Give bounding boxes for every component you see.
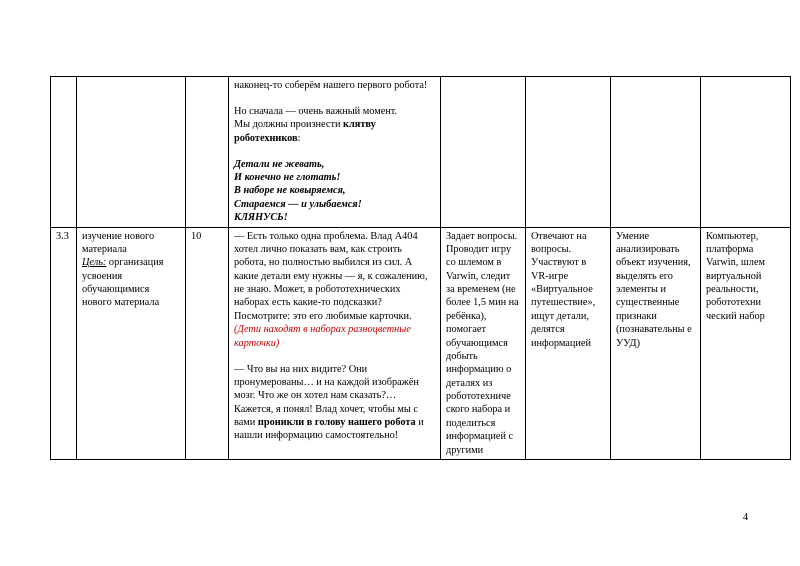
page-number: 4 — [742, 512, 748, 523]
oath-line-1: Детали не жевать, — [234, 158, 325, 170]
oath-intro-line-2-post: : — [297, 132, 301, 144]
oath-intro-bold: клятву роботехников — [234, 119, 376, 144]
paragraph-spacer — [234, 350, 436, 363]
stage-title: изучение нового материала — [82, 230, 155, 255]
cell-content — [229, 77, 441, 228]
oath-line-4: Стараемся — и улыбаемся! — [234, 198, 362, 210]
content-stage-direction: (Дети находят в наборах разноцветные карточки) — [234, 324, 411, 349]
oath-intro-line-1: Но сначала — очень важный момент. — [234, 105, 398, 117]
table-row — [51, 77, 791, 228]
cell-row-number: 3.3 — [51, 227, 77, 459]
oath-text — [234, 158, 436, 225]
cell-content — [229, 227, 441, 459]
cell-equipment — [701, 77, 791, 228]
content-paragraph-1: — Есть только одна проблема. Влад А404 хотел лично показать вам, как строить робота, но полностью выбился из сил. А какие детали ему нужны — я, к сожалению, не знаю. Может, в робототехнических наборах есть какие-то подсказки? Посмотрите: это его любимые карточки. — [234, 230, 428, 322]
cell-row-number — [51, 77, 77, 228]
content-paragraph-3-pre: — Что вы на них видите? Они пронумерованы… и на каждой изображён мозг. Что же он хотел нам сказать?… Кажется, я понял! Влад хочет, чтобы мы с вами — [234, 363, 419, 429]
table-row — [51, 227, 791, 459]
cell-teacher-activity — [441, 77, 526, 228]
oath-line-5: КЛЯНУСЬ! — [234, 212, 288, 224]
paragraph-spacer — [234, 92, 436, 105]
oath-line-2: И конечно не глотать! — [234, 172, 341, 184]
content-paragraph-3 — [234, 363, 436, 443]
cell-time — [186, 77, 229, 228]
cell-uud: Умение анализировать объект изучения, выделять его элементы и существенные признаки (познавательны е УУД) — [611, 227, 701, 459]
cell-time: 10 — [186, 227, 229, 459]
cell-equipment: Компьютер, платформа Varwin, шлем виртуальной реальности, робототехни ческий набор — [701, 227, 791, 459]
cell-stage — [77, 227, 186, 459]
content-paragraph-3-post: и нашли информацию самостоятельно! — [234, 417, 424, 442]
lesson-plan-table — [50, 76, 791, 460]
content-paragraph-1: наконец-то соберём нашего первого робота! — [234, 80, 428, 91]
cell-pupil-activity — [526, 77, 611, 228]
cell-pupil-activity: Отвечают на вопросы. Участвуют в VR-игре «Виртуальное путешествие», ищут детали, делятся информацией — [526, 227, 611, 459]
content-paragraph-3-bold: проникли в голову нашего робота — [257, 417, 416, 429]
paragraph-spacer — [234, 145, 436, 158]
stage-goal-label: Цель: — [82, 257, 107, 269]
content-paragraph-2 — [234, 105, 436, 145]
oath-intro-line-2-pre: Мы должны произнести — [234, 119, 344, 131]
stage-goal-text: организация усвоения обучающимися нового материала — [82, 257, 164, 309]
cell-stage — [77, 77, 186, 228]
oath-line-3: В наборе не ковыряемся, — [234, 185, 346, 197]
cell-teacher-activity: Задает вопросы. Проводит игру со шлемом в Varwin, следит за временем (не более 1,5 мин на ребёнка), помогает обучающимся добыть информацию о деталях из робототехниче ского набора и поделиться информацией с другими — [441, 227, 526, 459]
stage-goal — [82, 256, 181, 310]
cell-uud — [611, 77, 701, 228]
